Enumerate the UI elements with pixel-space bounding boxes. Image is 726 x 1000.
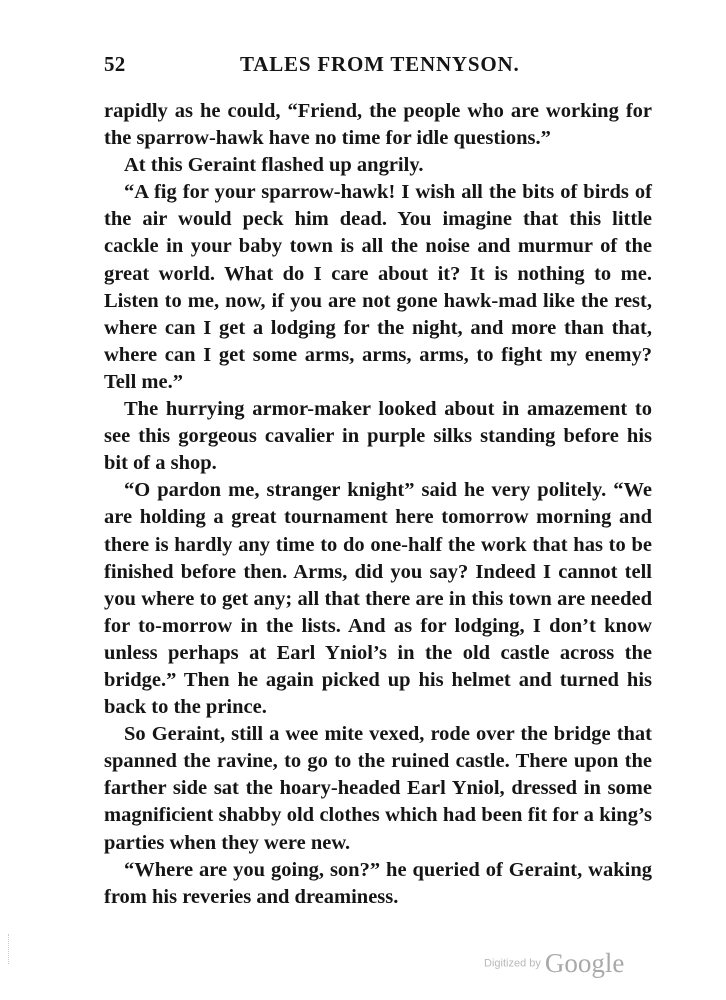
paragraph-1: rapidly as he could, “Friend, the people who are working for the sparrow-hawk have no time for idle questions.” [104, 100, 652, 150]
running-title: TALES FROM TENNYSON. [240, 52, 520, 76]
digitized-watermark [484, 948, 624, 982]
page-number: 52 [104, 52, 126, 76]
paragraph-2: At this Geraint flashed up angrily. [124, 154, 424, 177]
paragraph-6: So Geraint, still a wee mite vexed, rode over the bridge that spanned the ravine, to go to the ruined castle. There upon the farther side sat the hoary-headed Earl Yniol, dressed in some magnificient shabby old clothes which had been fit for a king’s parties when they were new. [104, 723, 652, 854]
body-text [104, 98, 652, 911]
digitized-by-label: Digitized by [484, 957, 541, 970]
paragraph-3: “A fig for your sparrow-hawk! I wish all the bits of birds of the air would peck him dead. You imagine that this little cackle in your baby town is all the noise and murmur of the great world. What do I care about it? It is nothing to me. Listen to me, now, if you are not gone hawk-mad like the rest, where can I get a lodging for the night, and more than that, where can I get some arms, arms, arms, to fight my enemy? Tell me.” [104, 181, 652, 393]
paragraph-5: “O pardon me, stranger knight” said he very politely. “We are holding a great tournament here tomorrow morning and there is hardly any time to do one-half the work that has to be finished before then. Arms, did you say? Indeed I cannot tell you where to get any; all that there are in this town are needed for to-morrow in the lists. And as for lodging, I don’t know unless perhaps at Earl Yniol’s in the old castle across the bridge.” Then he again picked up his helmet and turned his back to the prince. [104, 479, 652, 719]
google-logo: Google [544, 948, 625, 978]
scan-margin-mark [8, 934, 11, 964]
paragraph-7: “Where are you going, son?” he queried of Geraint, waking from his reveries and dreaminess. [104, 858, 652, 908]
page-header [104, 52, 652, 82]
paragraph-4: The hurrying armor-maker looked about in amazement to see this gorgeous cavalier in purple silks standing before his bit of a shop. [104, 398, 652, 475]
